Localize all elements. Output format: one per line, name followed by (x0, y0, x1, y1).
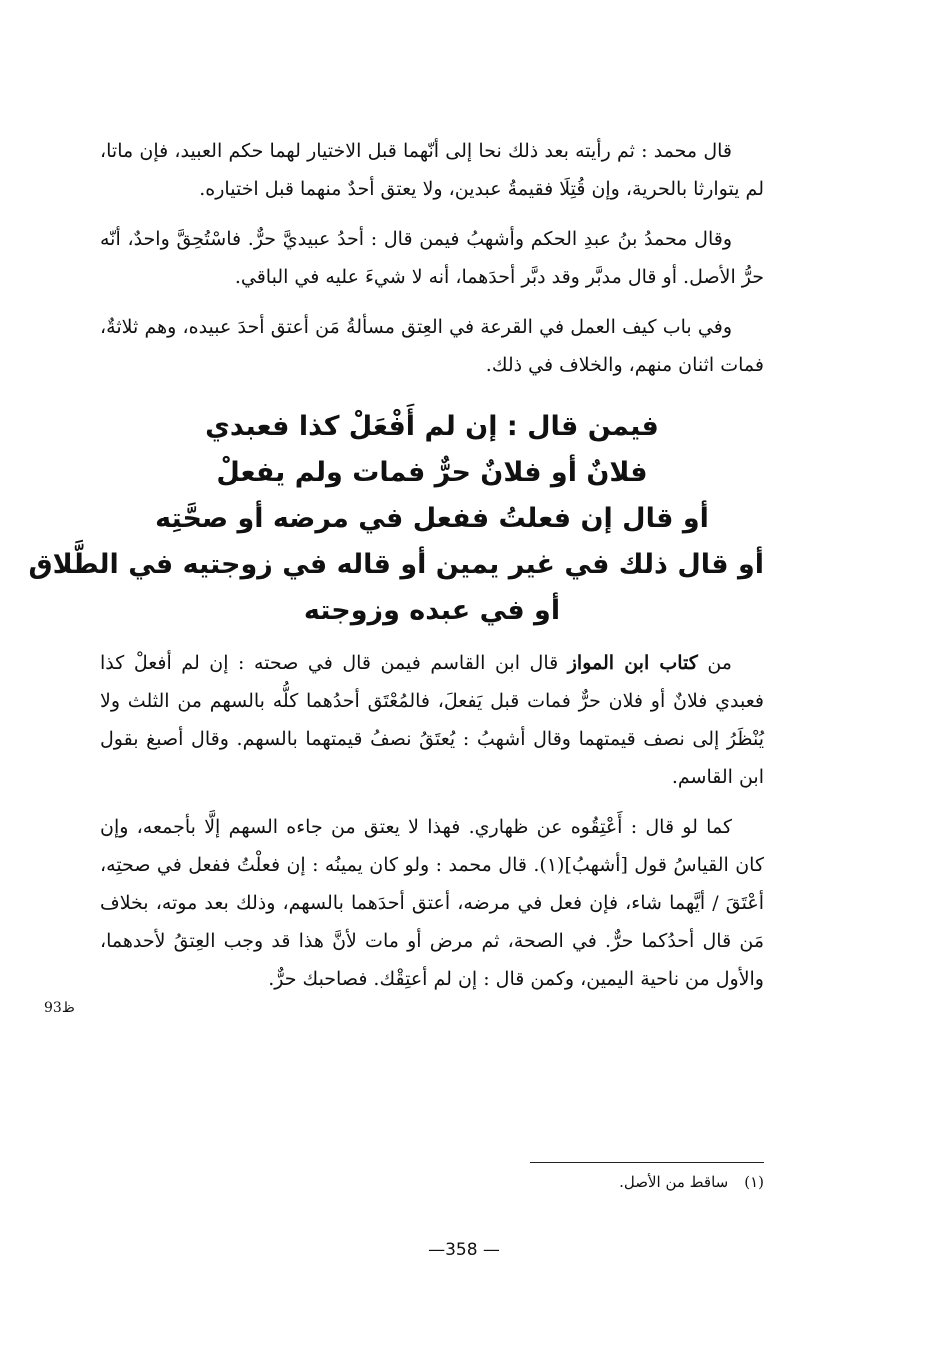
paragraph-2: وقال محمدُ بنُ عبدِ الحكم وأشهبُ فيمن قال : أحدُ عبيديَّ حرٌّ. فاسْتُحِقَّ واحدٌ، أنّه حرُّ الأصل. أو قال مدبَّر وقد دبَّر أحدَهما، أنه لا شيءَ عليه في الباقي. (100, 228, 764, 288)
heading-line: أو قال إن فعلتُ ففعل في مرضه أو صحَّتِه (155, 503, 709, 534)
heading-line: فيمن قال : إن لم أَفْعَلْ كذا فعبدي (205, 411, 659, 442)
paragraph-4-text: قال ابن القاسم فيمن قال في صحته : إن لم أفعلْ كذا فعبدي فلانٌ أو فلان حرٌّ فمات قبل يَفعلَ، فالمُعْتَق أحدُهما كلُّه بالسهم من الثلث ولا يُنْظَرُ إلى نصف قيمتهما وقال أشهبُ : يُعتَقُ نصفُ قيمتهما بالسهم. وقال أصبغ بقول ابن القاسم. (100, 652, 764, 788)
paragraph-4-lead: من (707, 652, 732, 674)
paragraph-3: وفي باب كيف العمل في القرعة في العِتق مسألةُ مَن أعتق أحدَ عبيده، وهم ثلاثةٌ، فمات اثنان منهم، والخلاف في ذلك. (100, 316, 764, 376)
footnote-separator (530, 1162, 764, 1163)
footnote (603, 1170, 764, 1194)
source-citation: كتاب ابن المواز (567, 652, 698, 674)
paragraph-4 (100, 644, 764, 796)
paragraph-5: كما لو قال : أَعْتِقُوه عن ظهاري. فهذا لا يعتق من جاءه السهم إلَّا بأجمعه، وإن كان القياسُ قول [أشهبُ](١). قال محمد : ولو كان يمينُه : إن فعلْتُ ففعل في صحتِه، أعْتَقَ / أيَّهما شاء، فإن فعل في مرضه، أعتق أحدَهما بالسهم، وذلك بعد موته، بخلاف مَن قال أحدُكما حرٌّ. في الصحة، ثم مرض أو مات لأنَّ هذا قد وجب العِتقُ لأحدهما، والأول من ناحية اليمين، وكمن قال : إن لم أعتِقْك. فصاحبك حرٌّ. (100, 816, 765, 990)
margin-folio-mark: 93ظ (44, 1000, 75, 1016)
section-heading (28, 404, 764, 634)
paragraph-1: قال محمد : ثم رأيته بعد ذلك نحا إلى أنّهما قبل الاختيار لهما حكم العبيد، فإن ماتا، لم يتوارثا بالحرية، وإن قُتِلَا فقيمةُ عبدين، ولا يعتق أحدٌ منهما قبل اختياره. (100, 140, 764, 200)
heading-line: أو في عبده وزوجته (303, 595, 561, 626)
heading-line: فلانٌ أو فلانٌ حرٌّ فمات ولم يفعلْ (216, 457, 648, 488)
heading-line: أو قال ذلك في غير يمين أو قاله في زوجتيه في الطَّلاق (28, 549, 764, 580)
page-number: —358 — (428, 1240, 500, 1260)
footnote-text: ساقط من الأصل. (619, 1173, 729, 1191)
footnote-marker: (١) (744, 1173, 764, 1191)
